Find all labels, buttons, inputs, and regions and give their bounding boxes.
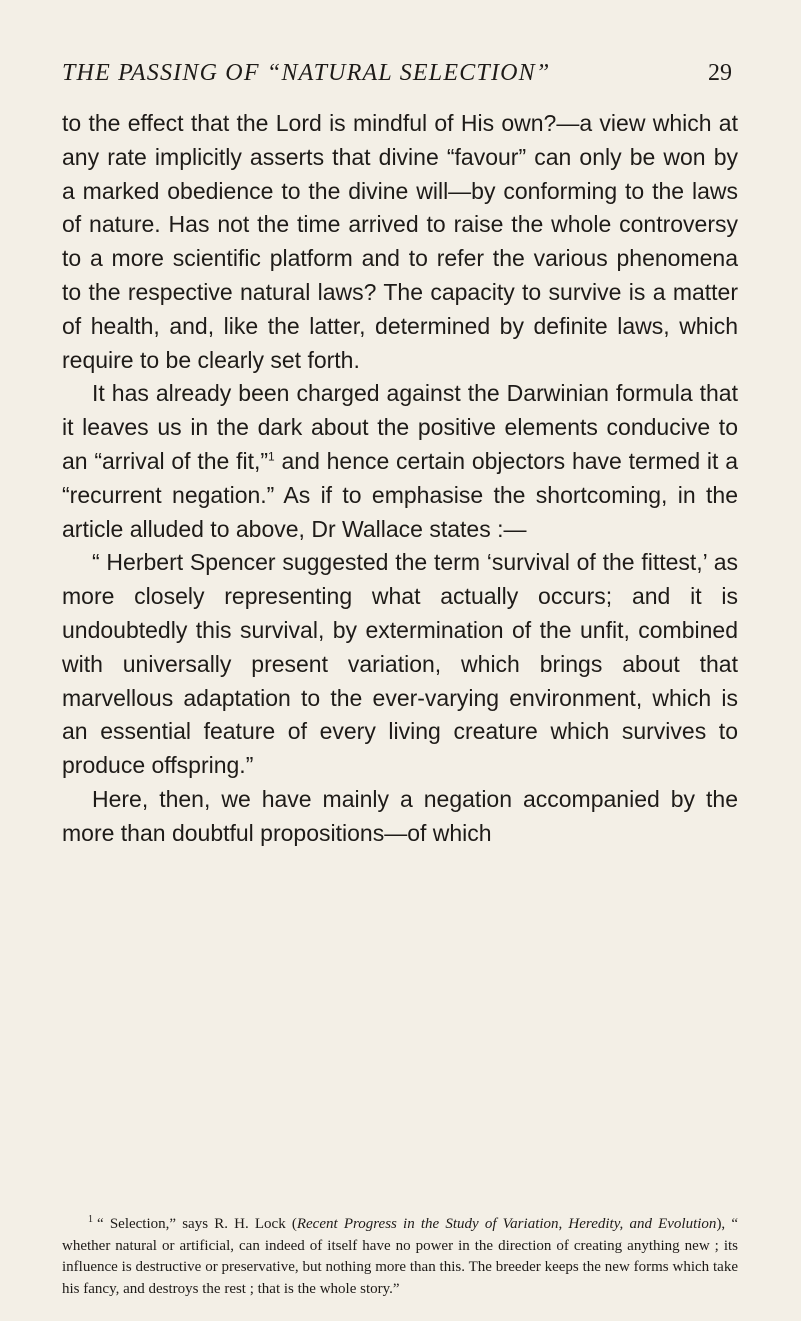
footnote-cited-title: Recent Progress in the Study of Variation, Heredity, and Evolution [296, 1216, 717, 1232]
footnote-reference: 1 [268, 449, 275, 464]
body-text [62, 107, 738, 851]
paragraph-negation: Here, then, we have mainly a negation accompanied by the more than doubtful propositions—of which [62, 785, 738, 846]
footnote-lead: “ Selection,” says R. H. Lock ( [97, 1216, 297, 1232]
paragraph-continued: to the effect that the Lord is mindful of His own?—a view which at any rate implicitly asserts that divine “favour” can only be won by a marked obedience to the divine will—by conforming to the laws of nature. Has not the time arrived to raise the whole controversy to a more scientific platform and to refer the various phenomena to the respective natural laws? The capacity to survive is a matter of health, and, like the latter, determined by definite laws, which require to be clearly set forth. [62, 110, 738, 373]
page-number: 29 [708, 60, 732, 86]
paragraph-text: and hence certain objectors have termed it a “recurrent negation.” As if to emphasise the shortcoming, in the article alluded to above, Dr Wallace states :— [62, 447, 738, 542]
paragraph-text: It has already been charged against the Darwinian formula that it leaves us in the dark about the positive elements conducive to an “arrival of the fit,” [62, 380, 738, 474]
footnote-marker: 1 [88, 1214, 93, 1225]
footnote [62, 1214, 738, 1300]
running-head [62, 60, 732, 87]
footnote-text: ), “ whether natural or artificial, can indeed of itself have no power in the direction of creating anything new ; its influence is destructive or preservative, but nothing more than this. The breeder keeps the new forms which take his fancy, and destroys the rest ; that is the whole story.” [62, 1216, 739, 1297]
quotation-paragraph: “ Herbert Spencer suggested the term ‘survival of the fittest,’ as more closely representing what actually occurs; and it is undoubtedly this survival, by extermination of the unfit, combined with universally present variation, which brings about that marvellous adaptation to the ever-varying environment, which is an essential feature of every living creature which survives to produce offspring.” [62, 549, 738, 779]
running-title: THE PASSING OF “NATURAL SELECTION” [62, 60, 551, 86]
paragraph-darwinian-formula [62, 377, 738, 546]
